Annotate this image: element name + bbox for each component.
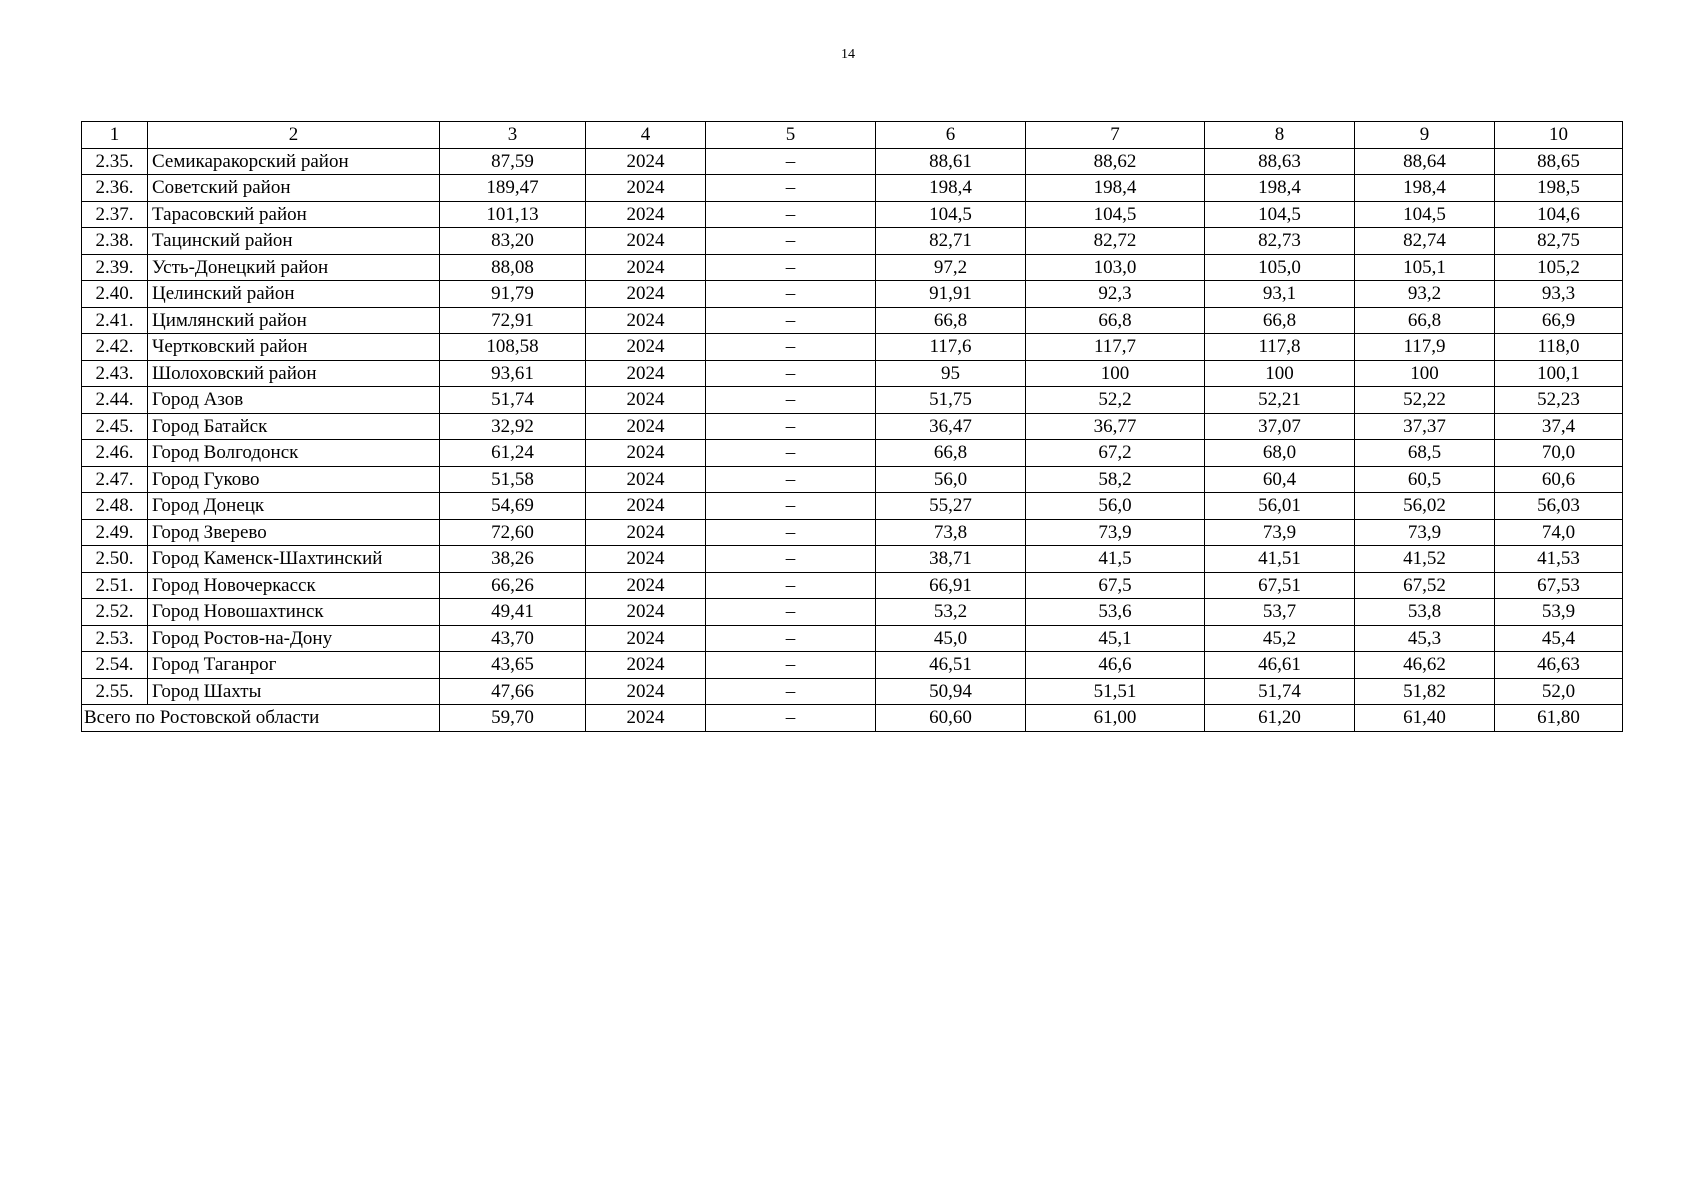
value-cell: 88,63 bbox=[1205, 148, 1355, 175]
year-cell: 2024 bbox=[586, 546, 706, 573]
table-row bbox=[82, 307, 1623, 334]
value-cell: 60,5 bbox=[1355, 466, 1495, 493]
table-row bbox=[82, 493, 1623, 520]
table-row bbox=[82, 519, 1623, 546]
value-cell: 56,02 bbox=[1355, 493, 1495, 520]
territory-name-cell: Шолоховский район bbox=[148, 360, 440, 387]
value-cell: 51,75 bbox=[876, 387, 1026, 414]
value-cell: 104,6 bbox=[1495, 201, 1623, 228]
value-cell: 104,5 bbox=[1205, 201, 1355, 228]
value-cell: 82,72 bbox=[1026, 228, 1205, 255]
value-cell: 53,7 bbox=[1205, 599, 1355, 626]
territory-name-cell: Целинский район bbox=[148, 281, 440, 308]
year-cell: 2024 bbox=[586, 148, 706, 175]
row-number-cell: 2.45. bbox=[82, 413, 148, 440]
value-cell: 46,51 bbox=[876, 652, 1026, 679]
total-value-cell: 61,00 bbox=[1026, 705, 1205, 732]
value-cell: 88,64 bbox=[1355, 148, 1495, 175]
value-cell: 101,13 bbox=[440, 201, 586, 228]
year-cell: 2024 bbox=[586, 625, 706, 652]
territory-name-cell: Город Азов bbox=[148, 387, 440, 414]
value-cell: 93,61 bbox=[440, 360, 586, 387]
year-cell: 2024 bbox=[586, 466, 706, 493]
value-cell: 74,0 bbox=[1495, 519, 1623, 546]
dash-cell: – bbox=[706, 493, 876, 520]
year-cell: 2024 bbox=[586, 281, 706, 308]
value-cell: 198,4 bbox=[1026, 175, 1205, 202]
value-cell: 73,9 bbox=[1026, 519, 1205, 546]
row-number-cell: 2.49. bbox=[82, 519, 148, 546]
row-number-cell: 2.35. bbox=[82, 148, 148, 175]
value-cell: 47,66 bbox=[440, 678, 586, 705]
dash-cell: – bbox=[706, 466, 876, 493]
value-cell: 49,41 bbox=[440, 599, 586, 626]
value-cell: 52,0 bbox=[1495, 678, 1623, 705]
dash-cell: – bbox=[706, 519, 876, 546]
value-cell: 46,61 bbox=[1205, 652, 1355, 679]
total-value-cell: 59,70 bbox=[440, 705, 586, 732]
dash-cell: – bbox=[706, 678, 876, 705]
territory-name-cell: Чертковский район bbox=[148, 334, 440, 361]
year-cell: 2024 bbox=[586, 440, 706, 467]
year-cell: 2024 bbox=[586, 572, 706, 599]
year-cell: 2024 bbox=[586, 254, 706, 281]
row-number-cell: 2.55. bbox=[82, 678, 148, 705]
column-number-cell: 10 bbox=[1495, 122, 1623, 149]
value-cell: 88,62 bbox=[1026, 148, 1205, 175]
row-number-cell: 2.40. bbox=[82, 281, 148, 308]
value-cell: 56,0 bbox=[1026, 493, 1205, 520]
value-cell: 37,4 bbox=[1495, 413, 1623, 440]
table-body bbox=[82, 122, 1623, 732]
value-cell: 67,5 bbox=[1026, 572, 1205, 599]
table-row bbox=[82, 652, 1623, 679]
dash-cell: – bbox=[706, 413, 876, 440]
territory-name-cell: Город Новочеркасск bbox=[148, 572, 440, 599]
value-cell: 104,5 bbox=[1355, 201, 1495, 228]
value-cell: 198,4 bbox=[876, 175, 1026, 202]
territory-name-cell: Город Зверево bbox=[148, 519, 440, 546]
territory-name-cell: Город Таганрог bbox=[148, 652, 440, 679]
row-number-cell: 2.39. bbox=[82, 254, 148, 281]
column-number-cell: 5 bbox=[706, 122, 876, 149]
row-number-cell: 2.50. bbox=[82, 546, 148, 573]
total-value-cell: 60,60 bbox=[876, 705, 1026, 732]
value-cell: 189,47 bbox=[440, 175, 586, 202]
table-row bbox=[82, 440, 1623, 467]
value-cell: 88,65 bbox=[1495, 148, 1623, 175]
value-cell: 37,37 bbox=[1355, 413, 1495, 440]
value-cell: 117,7 bbox=[1026, 334, 1205, 361]
value-cell: 52,2 bbox=[1026, 387, 1205, 414]
column-number-cell: 6 bbox=[876, 122, 1026, 149]
row-number-cell: 2.44. bbox=[82, 387, 148, 414]
table-row bbox=[82, 148, 1623, 175]
value-cell: 100 bbox=[1355, 360, 1495, 387]
total-value-cell: 2024 bbox=[586, 705, 706, 732]
table-row bbox=[82, 387, 1623, 414]
value-cell: 56,01 bbox=[1205, 493, 1355, 520]
value-cell: 51,74 bbox=[1205, 678, 1355, 705]
column-number-cell: 8 bbox=[1205, 122, 1355, 149]
dash-cell: – bbox=[706, 599, 876, 626]
dash-cell: – bbox=[706, 625, 876, 652]
value-cell: 117,8 bbox=[1205, 334, 1355, 361]
value-cell: 103,0 bbox=[1026, 254, 1205, 281]
value-cell: 87,59 bbox=[440, 148, 586, 175]
value-cell: 45,4 bbox=[1495, 625, 1623, 652]
dash-cell: – bbox=[706, 546, 876, 573]
value-cell: 45,3 bbox=[1355, 625, 1495, 652]
territory-name-cell: Город Шахты bbox=[148, 678, 440, 705]
value-cell: 117,9 bbox=[1355, 334, 1495, 361]
table-row bbox=[82, 360, 1623, 387]
value-cell: 82,75 bbox=[1495, 228, 1623, 255]
dash-cell: – bbox=[706, 254, 876, 281]
table-row bbox=[82, 572, 1623, 599]
table-row bbox=[82, 599, 1623, 626]
value-cell: 198,4 bbox=[1205, 175, 1355, 202]
value-cell: 67,53 bbox=[1495, 572, 1623, 599]
value-cell: 66,8 bbox=[876, 440, 1026, 467]
value-cell: 51,51 bbox=[1026, 678, 1205, 705]
value-cell: 53,9 bbox=[1495, 599, 1623, 626]
year-cell: 2024 bbox=[586, 599, 706, 626]
data-table bbox=[81, 121, 1623, 732]
value-cell: 93,3 bbox=[1495, 281, 1623, 308]
value-cell: 45,0 bbox=[876, 625, 1026, 652]
table-row bbox=[82, 413, 1623, 440]
territory-name-cell: Цимлянский район bbox=[148, 307, 440, 334]
value-cell: 43,65 bbox=[440, 652, 586, 679]
value-cell: 56,0 bbox=[876, 466, 1026, 493]
value-cell: 108,58 bbox=[440, 334, 586, 361]
table-row bbox=[82, 201, 1623, 228]
table-row bbox=[82, 625, 1623, 652]
value-cell: 93,2 bbox=[1355, 281, 1495, 308]
row-number-cell: 2.53. bbox=[82, 625, 148, 652]
column-number-cell: 7 bbox=[1026, 122, 1205, 149]
value-cell: 45,1 bbox=[1026, 625, 1205, 652]
value-cell: 60,6 bbox=[1495, 466, 1623, 493]
value-cell: 54,69 bbox=[440, 493, 586, 520]
value-cell: 105,1 bbox=[1355, 254, 1495, 281]
value-cell: 53,2 bbox=[876, 599, 1026, 626]
year-cell: 2024 bbox=[586, 360, 706, 387]
value-cell: 43,70 bbox=[440, 625, 586, 652]
territory-name-cell: Семикаракорский район bbox=[148, 148, 440, 175]
value-cell: 72,91 bbox=[440, 307, 586, 334]
table-row bbox=[82, 228, 1623, 255]
row-number-cell: 2.37. bbox=[82, 201, 148, 228]
territory-name-cell: Город Донецк bbox=[148, 493, 440, 520]
value-cell: 67,52 bbox=[1355, 572, 1495, 599]
year-cell: 2024 bbox=[586, 413, 706, 440]
row-number-cell: 2.54. bbox=[82, 652, 148, 679]
value-cell: 53,8 bbox=[1355, 599, 1495, 626]
year-cell: 2024 bbox=[586, 228, 706, 255]
value-cell: 37,07 bbox=[1205, 413, 1355, 440]
value-cell: 51,82 bbox=[1355, 678, 1495, 705]
value-cell: 95 bbox=[876, 360, 1026, 387]
value-cell: 41,52 bbox=[1355, 546, 1495, 573]
value-cell: 104,5 bbox=[876, 201, 1026, 228]
dash-cell: – bbox=[706, 440, 876, 467]
value-cell: 73,9 bbox=[1205, 519, 1355, 546]
value-cell: 100,1 bbox=[1495, 360, 1623, 387]
row-number-cell: 2.46. bbox=[82, 440, 148, 467]
value-cell: 73,9 bbox=[1355, 519, 1495, 546]
year-cell: 2024 bbox=[586, 652, 706, 679]
value-cell: 41,53 bbox=[1495, 546, 1623, 573]
value-cell: 68,5 bbox=[1355, 440, 1495, 467]
row-number-cell: 2.52. bbox=[82, 599, 148, 626]
value-cell: 46,6 bbox=[1026, 652, 1205, 679]
total-value-cell: – bbox=[706, 705, 876, 732]
value-cell: 51,74 bbox=[440, 387, 586, 414]
table-row bbox=[82, 334, 1623, 361]
dash-cell: – bbox=[706, 148, 876, 175]
row-number-cell: 2.48. bbox=[82, 493, 148, 520]
total-label-cell: Всего по Ростовской области bbox=[82, 705, 440, 732]
dash-cell: – bbox=[706, 228, 876, 255]
value-cell: 93,1 bbox=[1205, 281, 1355, 308]
value-cell: 88,61 bbox=[876, 148, 1026, 175]
value-cell: 52,21 bbox=[1205, 387, 1355, 414]
year-cell: 2024 bbox=[586, 334, 706, 361]
value-cell: 73,8 bbox=[876, 519, 1026, 546]
year-cell: 2024 bbox=[586, 387, 706, 414]
value-cell: 66,8 bbox=[1355, 307, 1495, 334]
value-cell: 82,71 bbox=[876, 228, 1026, 255]
value-cell: 46,63 bbox=[1495, 652, 1623, 679]
table-row bbox=[82, 175, 1623, 202]
year-cell: 2024 bbox=[586, 519, 706, 546]
value-cell: 88,08 bbox=[440, 254, 586, 281]
value-cell: 66,26 bbox=[440, 572, 586, 599]
row-number-cell: 2.38. bbox=[82, 228, 148, 255]
dash-cell: – bbox=[706, 387, 876, 414]
value-cell: 38,71 bbox=[876, 546, 1026, 573]
row-number-cell: 2.51. bbox=[82, 572, 148, 599]
row-number-cell: 2.36. bbox=[82, 175, 148, 202]
year-cell: 2024 bbox=[586, 678, 706, 705]
value-cell: 50,94 bbox=[876, 678, 1026, 705]
value-cell: 56,03 bbox=[1495, 493, 1623, 520]
value-cell: 66,8 bbox=[1026, 307, 1205, 334]
column-number-cell: 3 bbox=[440, 122, 586, 149]
value-cell: 105,2 bbox=[1495, 254, 1623, 281]
territory-name-cell: Город Волгодонск bbox=[148, 440, 440, 467]
value-cell: 82,74 bbox=[1355, 228, 1495, 255]
column-number-cell: 2 bbox=[148, 122, 440, 149]
territory-name-cell: Город Каменск-Шахтинский bbox=[148, 546, 440, 573]
year-cell: 2024 bbox=[586, 493, 706, 520]
value-cell: 70,0 bbox=[1495, 440, 1623, 467]
value-cell: 117,6 bbox=[876, 334, 1026, 361]
value-cell: 66,9 bbox=[1495, 307, 1623, 334]
table-row bbox=[82, 254, 1623, 281]
year-cell: 2024 bbox=[586, 201, 706, 228]
value-cell: 104,5 bbox=[1026, 201, 1205, 228]
total-value-cell: 61,80 bbox=[1495, 705, 1623, 732]
column-number-row bbox=[82, 122, 1623, 149]
total-row bbox=[82, 705, 1623, 732]
total-value-cell: 61,20 bbox=[1205, 705, 1355, 732]
value-cell: 61,24 bbox=[440, 440, 586, 467]
value-cell: 82,73 bbox=[1205, 228, 1355, 255]
value-cell: 55,27 bbox=[876, 493, 1026, 520]
row-number-cell: 2.47. bbox=[82, 466, 148, 493]
value-cell: 67,51 bbox=[1205, 572, 1355, 599]
value-cell: 36,47 bbox=[876, 413, 1026, 440]
value-cell: 45,2 bbox=[1205, 625, 1355, 652]
table-row bbox=[82, 281, 1623, 308]
dash-cell: – bbox=[706, 281, 876, 308]
value-cell: 58,2 bbox=[1026, 466, 1205, 493]
value-cell: 36,77 bbox=[1026, 413, 1205, 440]
dash-cell: – bbox=[706, 334, 876, 361]
value-cell: 198,4 bbox=[1355, 175, 1495, 202]
value-cell: 66,8 bbox=[1205, 307, 1355, 334]
territory-name-cell: Тарасовский район bbox=[148, 201, 440, 228]
value-cell: 52,23 bbox=[1495, 387, 1623, 414]
column-number-cell: 4 bbox=[586, 122, 706, 149]
dash-cell: – bbox=[706, 360, 876, 387]
year-cell: 2024 bbox=[586, 307, 706, 334]
territory-name-cell: Город Новошахтинск bbox=[148, 599, 440, 626]
value-cell: 118,0 bbox=[1495, 334, 1623, 361]
value-cell: 53,6 bbox=[1026, 599, 1205, 626]
row-number-cell: 2.41. bbox=[82, 307, 148, 334]
dash-cell: – bbox=[706, 572, 876, 599]
page-number: 14 bbox=[841, 47, 855, 62]
row-number-cell: 2.42. bbox=[82, 334, 148, 361]
territory-name-cell: Город Батайск bbox=[148, 413, 440, 440]
value-cell: 41,5 bbox=[1026, 546, 1205, 573]
dash-cell: – bbox=[706, 652, 876, 679]
value-cell: 92,3 bbox=[1026, 281, 1205, 308]
value-cell: 72,60 bbox=[440, 519, 586, 546]
value-cell: 41,51 bbox=[1205, 546, 1355, 573]
territory-name-cell: Советский район bbox=[148, 175, 440, 202]
column-number-cell: 9 bbox=[1355, 122, 1495, 149]
column-number-cell: 1 bbox=[82, 122, 148, 149]
table-row bbox=[82, 466, 1623, 493]
value-cell: 68,0 bbox=[1205, 440, 1355, 467]
value-cell: 97,2 bbox=[876, 254, 1026, 281]
value-cell: 67,2 bbox=[1026, 440, 1205, 467]
territory-name-cell: Город Ростов-на-Дону bbox=[148, 625, 440, 652]
total-value-cell: 61,40 bbox=[1355, 705, 1495, 732]
dash-cell: – bbox=[706, 307, 876, 334]
value-cell: 66,91 bbox=[876, 572, 1026, 599]
table-row bbox=[82, 678, 1623, 705]
value-cell: 100 bbox=[1026, 360, 1205, 387]
dash-cell: – bbox=[706, 201, 876, 228]
value-cell: 91,79 bbox=[440, 281, 586, 308]
value-cell: 91,91 bbox=[876, 281, 1026, 308]
value-cell: 51,58 bbox=[440, 466, 586, 493]
value-cell: 66,8 bbox=[876, 307, 1026, 334]
value-cell: 100 bbox=[1205, 360, 1355, 387]
value-cell: 60,4 bbox=[1205, 466, 1355, 493]
value-cell: 105,0 bbox=[1205, 254, 1355, 281]
year-cell: 2024 bbox=[586, 175, 706, 202]
value-cell: 83,20 bbox=[440, 228, 586, 255]
value-cell: 46,62 bbox=[1355, 652, 1495, 679]
territory-name-cell: Тацинский район bbox=[148, 228, 440, 255]
table-row bbox=[82, 546, 1623, 573]
value-cell: 32,92 bbox=[440, 413, 586, 440]
value-cell: 198,5 bbox=[1495, 175, 1623, 202]
dash-cell: – bbox=[706, 175, 876, 202]
row-number-cell: 2.43. bbox=[82, 360, 148, 387]
territory-name-cell: Город Гуково bbox=[148, 466, 440, 493]
value-cell: 52,22 bbox=[1355, 387, 1495, 414]
territory-name-cell: Усть-Донецкий район bbox=[148, 254, 440, 281]
value-cell: 38,26 bbox=[440, 546, 586, 573]
